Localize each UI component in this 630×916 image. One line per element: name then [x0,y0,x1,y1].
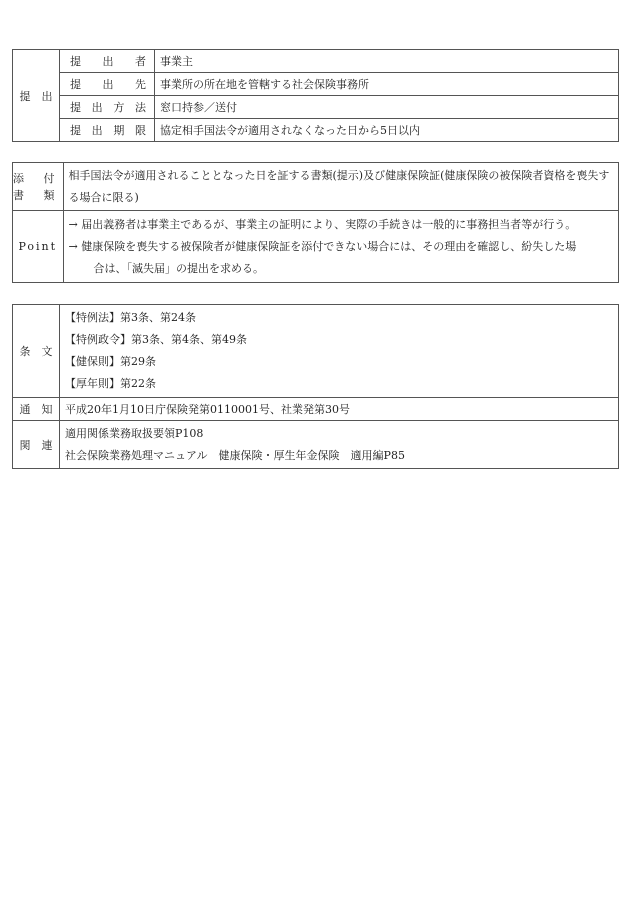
label-char: 出 [102,55,114,68]
articles-body [60,305,619,398]
submission-header: 提 出 [13,50,60,142]
method-value: 窓口持参／送付 [155,96,619,119]
submitter-value: 事業主 [155,50,619,73]
point-item [69,236,614,258]
arrow-icon: → [68,217,78,231]
label-char: 提 [70,101,81,114]
label-char: 限 [134,124,146,137]
article-line: 【健保則】第29条 [65,355,156,368]
deadline-label [60,119,155,142]
related-body [60,421,619,469]
label-char: 者 [135,55,146,68]
submitter-label [60,50,155,73]
point-item-text: 合は、「滅失届」の提出を求める。 [93,261,264,275]
label-char: 先 [135,78,146,91]
point-item [69,214,614,236]
label-char: 期 [113,124,125,137]
label-char: 出 [91,124,103,137]
article-line: 【厚年則】第22条 [65,377,156,390]
related-line: 適用関係業務取扱要領P108 [65,426,204,440]
point-item-continuation [69,258,614,280]
point-body [63,211,619,283]
related-line: 社会保険業務処理マニュアル 健康保険・厚生年金保険 適用編P85 [65,448,405,462]
label-char: 法 [134,101,146,114]
attachments-table [12,162,619,283]
article-line: 【特例政令】第3条、第4条、第49条 [65,333,247,346]
notice-text: 平成20年1月10日庁保険発第0110001号、社業発第30号 [60,398,619,421]
attachments-header-line2: 書 類 [13,188,63,202]
deadline-value: 協定相手国法令が適用されなくなった日から5日以内 [155,119,619,142]
label-char: 提 [70,124,81,137]
label-char: 提 [70,55,81,68]
related-header: 関 連 [13,421,60,469]
method-label [60,96,155,119]
point-header: Point [13,211,64,283]
point-item-text: 届出義務者は事業主であるが、事業主の証明により、実際の手続きは一般的に事務担当者等が行う。 [81,217,577,231]
point-item-text: 健康保険を喪失する被保険者が健康保険証を添付できない場合には、その理由を確認し、紛失した場 [81,239,577,253]
article-line: 【特例法】第3条、第24条 [65,311,196,324]
arrow-icon: → [68,239,78,253]
notice-header: 通 知 [13,398,60,421]
label-char: 提 [70,78,81,91]
label-char: 方 [113,101,125,114]
attachments-header-line1: 添 付 [13,171,63,185]
attachments-text: 相手国法令が適用されることとなった日を証する書類(提示)及び健康保険証(健康保険の被保険者資格を喪失する場合に限る) [63,163,619,211]
submission-table [12,49,619,142]
destination-label [60,73,155,96]
attachments-header [13,163,64,211]
references-table [12,304,619,469]
articles-header: 条 文 [13,305,60,398]
label-char: 出 [102,78,114,91]
destination-value: 事業所の所在地を管轄する社会保険事務所 [155,73,619,96]
label-char: 出 [91,101,103,114]
